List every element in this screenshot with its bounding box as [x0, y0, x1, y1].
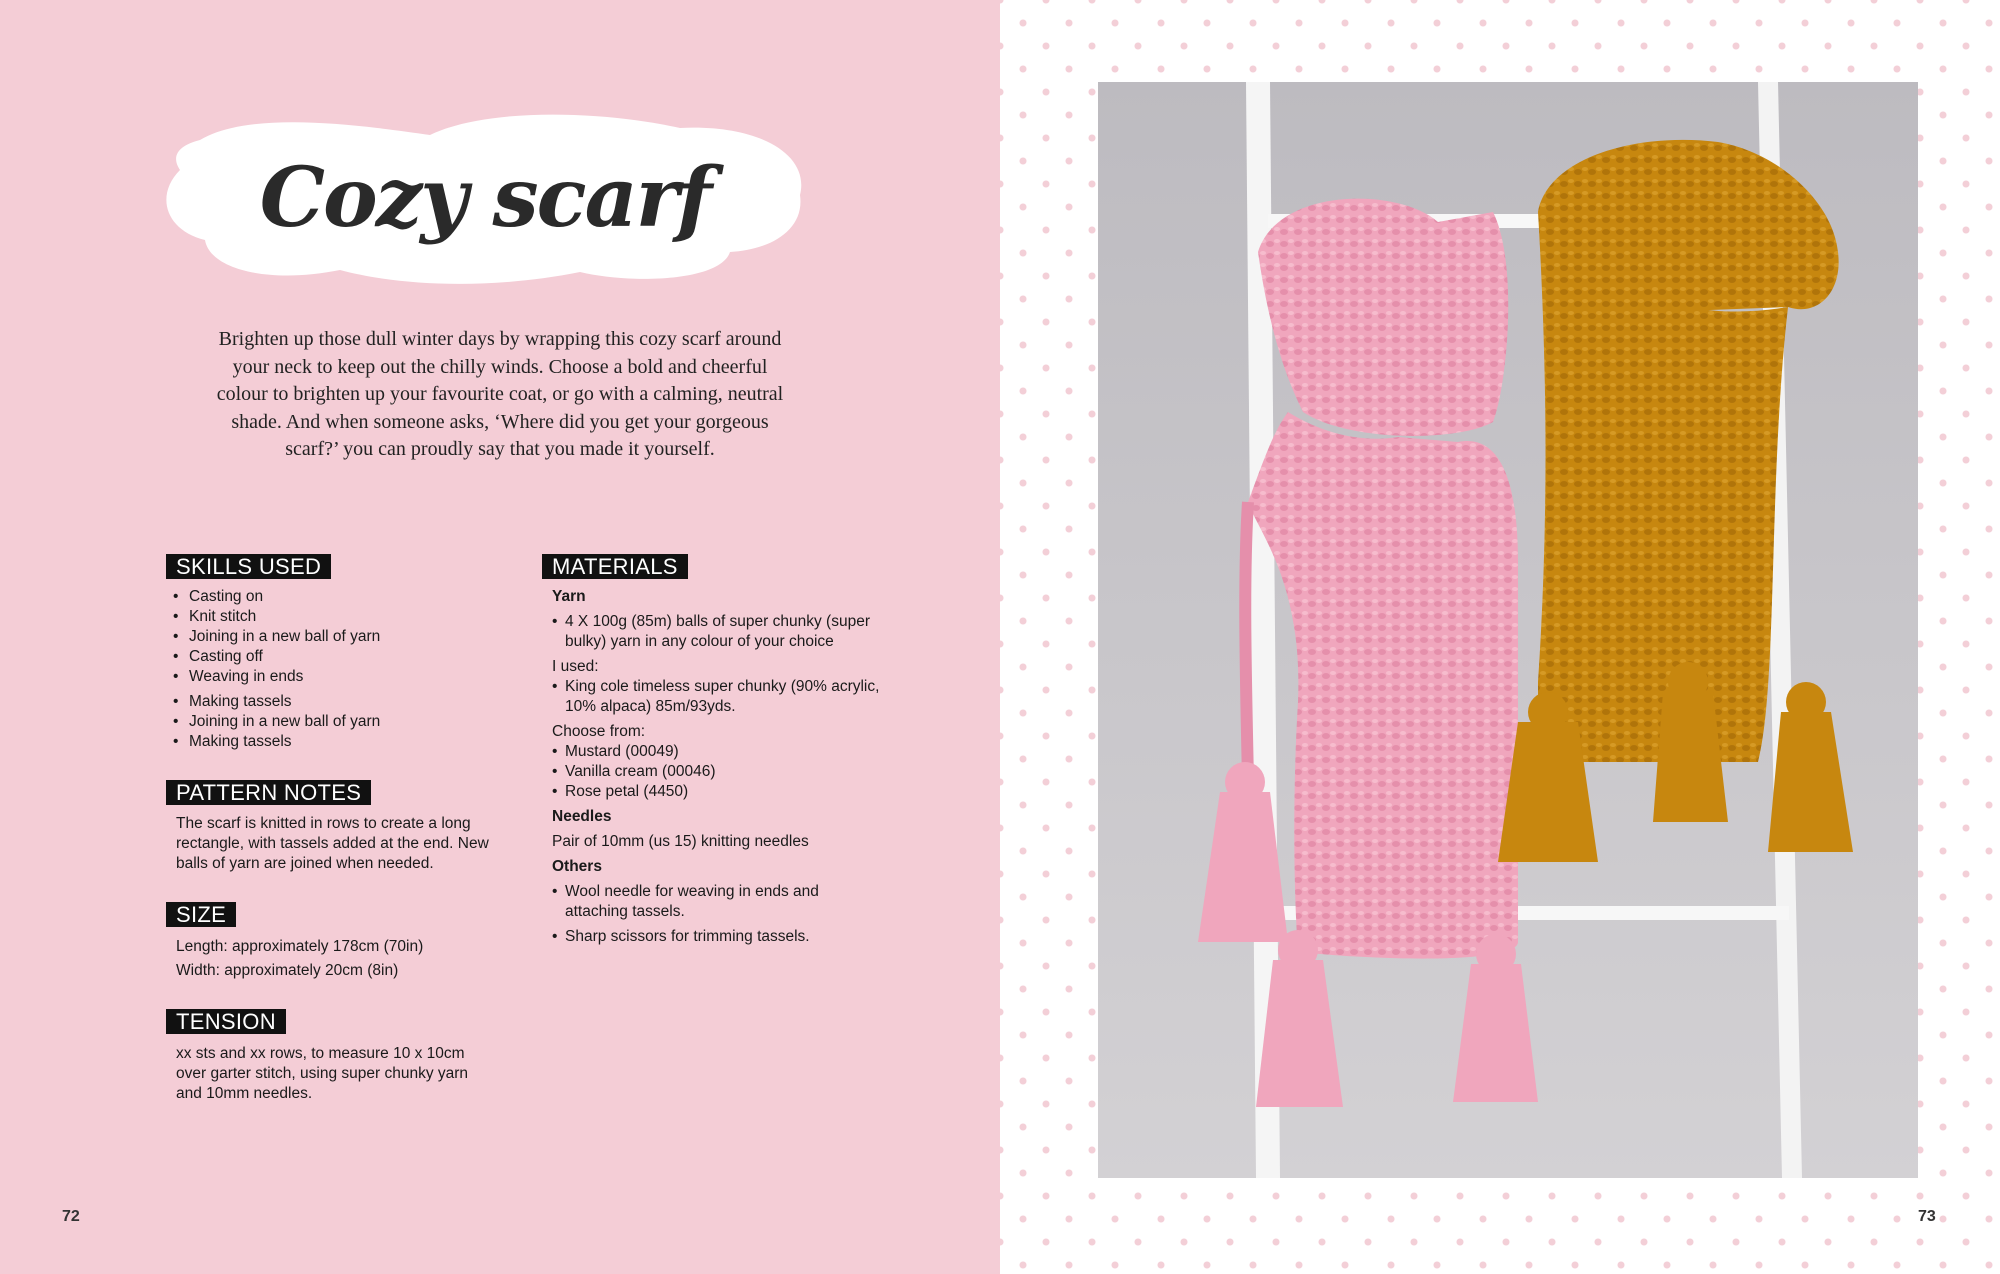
needles-label: Needles: [552, 808, 612, 825]
used-item: • King cole timeless super chunky (90% acrylic, 10% alpaca) 85m/93yds.: [552, 677, 882, 717]
skills-item: • Casting on: [167, 587, 507, 607]
choose-label: Choose from:: [552, 723, 646, 740]
yarn-label: Yarn: [552, 588, 586, 605]
scarves-photo: [1098, 82, 1918, 1178]
skills-item: • Weaving in ends: [167, 667, 507, 687]
materials-block: [552, 587, 882, 947]
pattern-notes-text: The scarf is knitted in rows to create a long rectangle, with tassels added at the end. New balls of yarn are joined when needed.: [176, 815, 489, 872]
choose-list: [552, 742, 882, 802]
page-number-left: 72: [62, 1208, 80, 1225]
others-label: Others: [552, 858, 602, 875]
used-label: I used:: [552, 658, 599, 675]
size-length: Length: approximately 178cm (70in): [176, 938, 424, 955]
used-list: [552, 677, 882, 717]
choose-item: • Vanilla cream (00046): [552, 762, 882, 782]
skills-item: • Knit stitch: [167, 607, 507, 627]
skills-heading: SKILLS USED: [166, 554, 331, 579]
skills-item: • Making tassels: [167, 732, 507, 752]
size-heading: SIZE: [166, 902, 236, 927]
tension-heading: TENSION: [166, 1009, 286, 1034]
others-list: [552, 882, 882, 947]
pattern-notes-heading: PATTERN NOTES: [166, 780, 371, 805]
size-width: Width: approximately 20cm (8in): [176, 962, 399, 979]
skills-item: • Joining in a new ball of yarn: [167, 712, 507, 732]
materials-heading: MATERIALS: [542, 554, 688, 579]
others-item: • Wool needle for weaving in ends and attaching tassels.: [552, 882, 882, 922]
page-number-right: 73: [1918, 1208, 1936, 1225]
choose-item: • Rose petal (4450): [552, 782, 882, 802]
others-item: • Sharp scissors for trimming tassels.: [552, 927, 882, 947]
intro-paragraph: Brighten up those dull winter days by wrapping this cozy scarf around your neck to keep out the chilly winds. Choose a bold and cheerful colour to brighten up your favourite coat, or go with a calming, neutral shade. And when someone asks, ‘Where did you get your gorgeous scarf?’ you can proudly say that you made it yourself.: [216, 328, 784, 460]
skills-item: • Making tassels: [167, 692, 507, 712]
needles-text: Pair of 10mm (us 15) knitting needles: [552, 833, 809, 850]
yarn-item: • 4 X 100g (85m) balls of super chunky (super bulky) yarn in any colour of your choice: [552, 612, 882, 652]
tension-text: xx sts and xx rows, to measure 10 x 10cm over garter stitch, using super chunky yarn and 10mm needles.: [176, 1045, 469, 1102]
yarn-list: [552, 612, 882, 652]
skills-item: • Joining in a new ball of yarn: [167, 627, 507, 647]
skills-list: [167, 587, 507, 752]
choose-item: • Mustard (00049): [552, 742, 882, 762]
page-title: Cozy scarf: [259, 150, 711, 246]
skills-item: • Casting off: [167, 647, 507, 667]
